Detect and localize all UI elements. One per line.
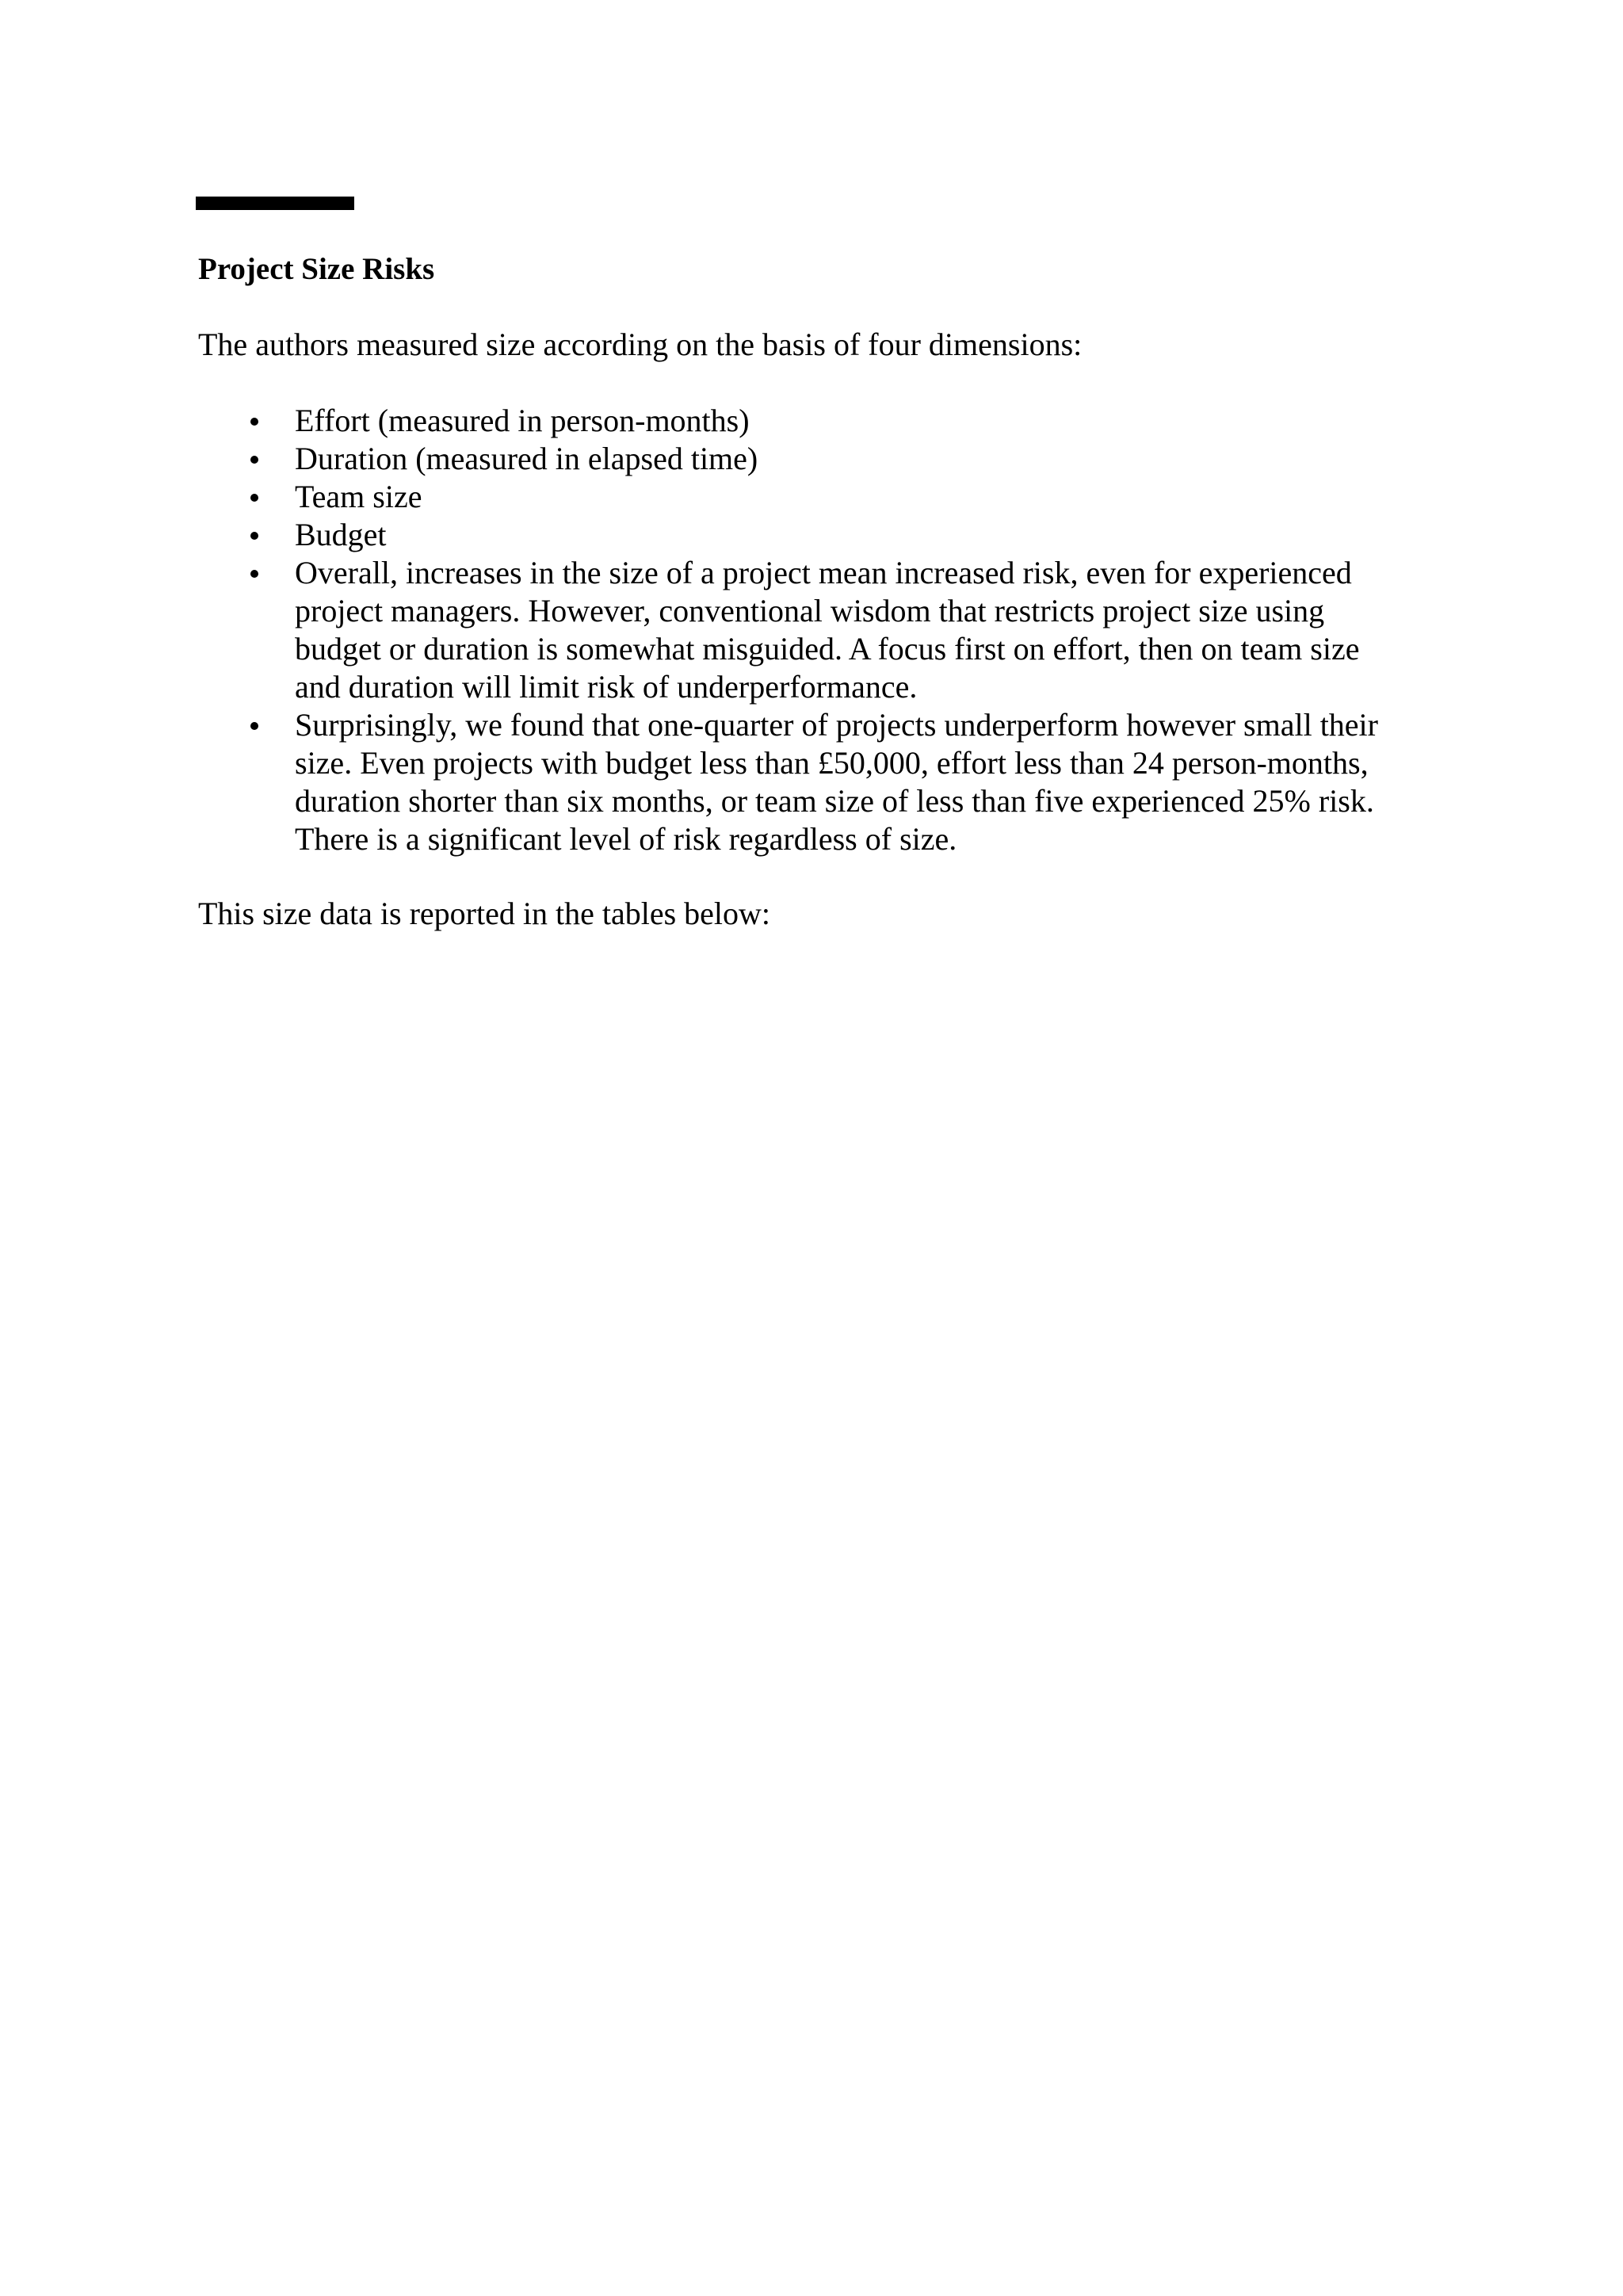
bullet-icon [250, 418, 258, 426]
bullet-icon [250, 456, 258, 464]
list-item-text: Duration (measured in elapsed time) [295, 441, 758, 476]
list-item-text: Budget [295, 517, 387, 552]
list-item-text-line: size. Even projects with budget less than £50,000, effort less than 24 person-months, [295, 745, 1369, 781]
list-item-text: Effort (measured in person-months) [295, 403, 750, 438]
list-item-text-line: and duration will limit risk of underperformance. [295, 669, 918, 705]
list-item-text-line: There is a significant level of risk regardless of size. [295, 821, 957, 857]
list-item-text-line: budget or duration is somewhat misguided. A focus first on effort, then on team size [295, 631, 1360, 667]
list-item [198, 516, 1434, 554]
bullet-icon [250, 570, 258, 578]
bullet-icon [250, 532, 258, 540]
list-item [198, 440, 1434, 478]
list-item [198, 402, 1434, 440]
list-item [198, 554, 1434, 706]
list-item [198, 478, 1434, 516]
list-item-text-line: project managers. However, conventional wisdom that restricts project size using [295, 593, 1325, 628]
section-heading: Project Size Risks [198, 252, 435, 286]
list-item-text-line: Surprisingly, we found that one-quarter of projects underperform however small their [295, 707, 1378, 743]
list-item-text: Team size [295, 479, 422, 514]
list-item-text-line: duration shorter than six months, or team size of less than five experienced 25% risk. [295, 783, 1374, 819]
section-rule-bar [196, 197, 354, 210]
intro-paragraph: The authors measured size according on the basis of four dimensions: [198, 327, 1083, 362]
bullet-icon [250, 494, 258, 502]
list-item [198, 706, 1434, 858]
closing-paragraph: This size data is reported in the tables below: [198, 896, 771, 931]
list-item-text-line: Overall, increases in the size of a project mean increased risk, even for experienced [295, 555, 1352, 590]
bullet-icon [250, 722, 258, 730]
size-dimensions-list [198, 402, 1434, 858]
